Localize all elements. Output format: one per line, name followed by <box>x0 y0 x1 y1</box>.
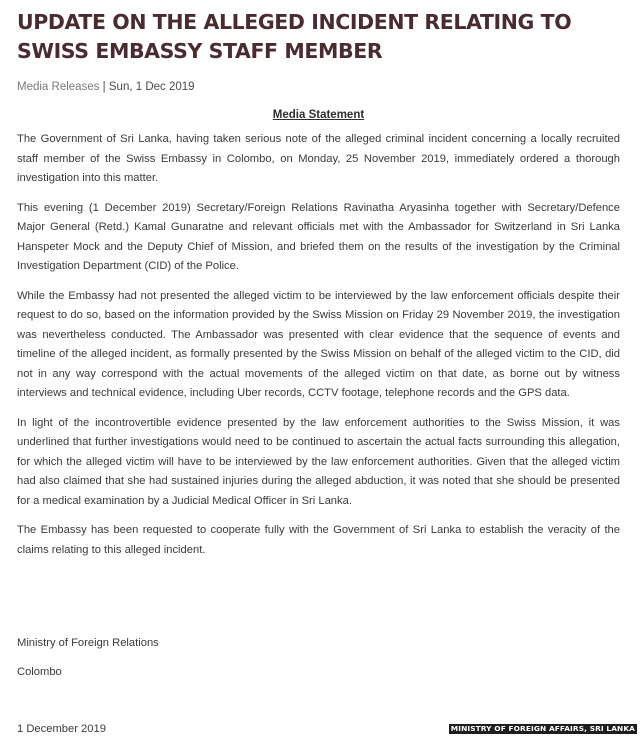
paragraph-3: While the Embassy had not presented the alleged victim to be interviewed by the law enforcement officials despite their request to do so, based on the information provided by the Swiss Mission on Friday 29 November 2019, the investigation was nevertheless conducted. The Ambassador was presented with clear evidence that the sequence of events and timeline of the alleged incident, as formally presented by the Swiss Mission on behalf of the alleged victim to the CID, did not in any way correspond with the actual movements of the alleged victim on that date, as borne out by witness interviews and technical evidence, including Uber records, CCTV footage, telephone records and the GPS data. <box>17 289 620 399</box>
article-meta <box>17 80 620 94</box>
category-link[interactable]: Media Releases <box>17 81 100 93</box>
signature-date: 1 December 2019 <box>17 723 106 735</box>
statement-heading: Media Statement <box>272 109 365 121</box>
meta-separator: | <box>102 81 106 93</box>
signature-ministry: Ministry of Foreign Relations <box>17 637 159 649</box>
image-credit-badge: MINISTRY OF FOREIGN AFFAIRS, SRI LANKA <box>450 724 635 733</box>
signature-city: Colombo <box>17 666 62 678</box>
paragraph-4: In light of the incontrovertible evidence presented by the law enforcement authorities to the Swiss Mission, it was underlined that further investigations would need to be continued to ascertain the actual facts surrounding this allegation, for which the alleged victim will have to be interviewed by the law enforcement authorities. Given that the alleged victim had also claimed that she had sustained injuries during the alleged abduction, it was noted that she should be presented for a medical examination by a Judicial Medical Officer in Sri Lanka. <box>17 416 620 507</box>
page-title: UPDATE ON THE ALLEGED INCIDENT RELATING TO SWISS EMBASSY STAFF MEMBER <box>17 10 572 63</box>
paragraph-5: The Embassy has been requested to cooperate fully with the Government of Sri Lanka to establish the veracity of the claims relating to this alleged incident. <box>17 524 620 556</box>
paragraph-1: The Government of Sri Lanka, having taken serious note of the alleged criminal incident concerning a locally recruited staff member of the Swiss Embassy in Colombo, on Monday, 25 November 2019, immediately ordered a thorough investigation into this matter. <box>17 133 620 184</box>
media-release-article <box>17 8 620 560</box>
paragraph-2: This evening (1 December 2019) Secretary/Foreign Relations Ravinatha Aryasinha together with Secretary/Defence Major General (Retd.) Kamal Gunaratne and relevant officials met with the Ambassador for Switzerland in Sri Lanka Hanspeter Mock and the Deputy Chief of Mission, and briefed them on the results of the investigation by the Criminal Investigation Department (CID) of the Police. <box>17 201 620 272</box>
publish-date: Sun, 1 Dec 2019 <box>108 81 195 93</box>
